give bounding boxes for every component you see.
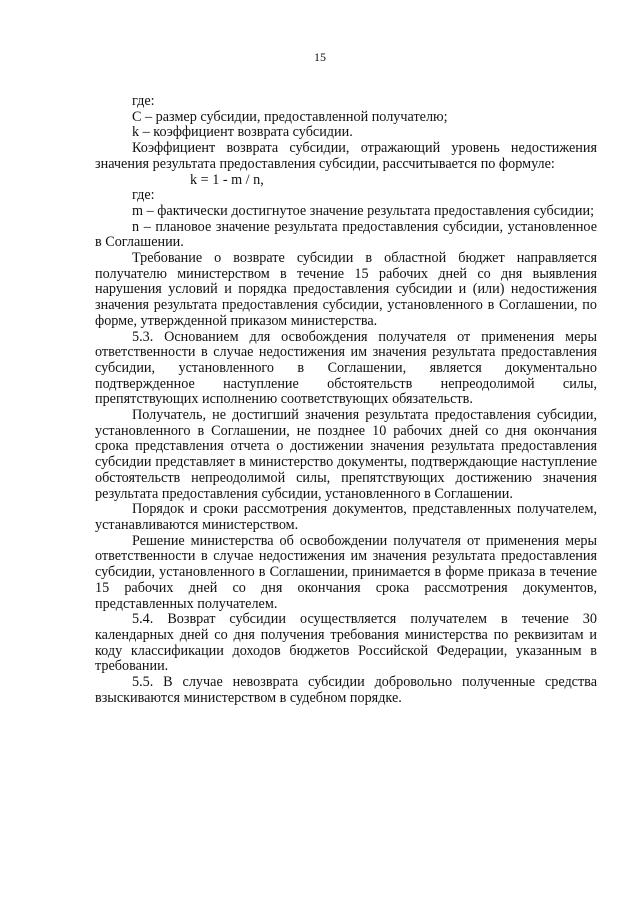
paragraph-c-definition: С – размер субсидии, предоставленной получателю; <box>132 108 448 125</box>
paragraph-n-definition: n – плановое значение результата предоставления субсидии, установленное в Соглашении. <box>95 218 597 251</box>
paragraph-refund-requirement: Требование о возврате субсидии в областной бюджет направляется получателю министерством в течение 15 рабочих дней со дня выявления нарушения условий и порядка предоставления субсидии и (или) недостижения значения результата предоставления субсидии, установленного в Соглашении, по форме, утвержденной приказом министерства. <box>95 250 597 329</box>
paragraph-m-definition: m – фактически достигнутое значение результата предоставления субсидии; <box>132 202 595 219</box>
paragraph-ministry-decision: Решение министерства об освобождении получателя от применения меры ответственности в случае недостижения им значения результата предоставления субсидии, установленного в Соглашении, принимается в форме приказа в течение 15 рабочих дней со дня окончания срока рассмотрения документов, представленных получателем. <box>95 532 597 612</box>
paragraph-k-definition: k – коэффициент возврата субсидии. <box>132 124 353 141</box>
document-body <box>95 94 597 706</box>
paragraph-coefficient-description: Коэффициент возврата субсидии, отражающий уровень недостижения значения результата предоставления субсидии, рассчитывается по формуле: <box>95 140 597 172</box>
paragraph-recipient-documents: Получатель, не достигший значения результата предоставления субсидии, установленного в Соглашении, не позднее 10 рабочих дней со дня окончания срока представления отчета о достижении значения результата предоставления субсидии представляет в министерство документы, подтверждающие наступление обстоятельств непреодолимой силы, препятствующих достижению значения результата предоставления субсидии, установленного в Соглашении. <box>95 407 597 502</box>
paragraph-review-procedure: Порядок и сроки рассмотрения документов, представленных получателем, устанавливаются министерством. <box>95 501 597 533</box>
paragraph-where-2: где: <box>132 187 155 204</box>
paragraph-where-1: где: <box>132 93 155 109</box>
paragraph-5-3: 5.3. Основанием для освобождения получателя от применения меры ответственности в случае недостижения им значения результата предоставления субсидии, установленного в Соглашении, является документально подтвержденное наступление обстоятельств непреодолимой силы, препятствующих исполнению соответствующих обязательств. <box>95 328 597 408</box>
paragraph-5-5: 5.5. В случае невозврата субсидии добровольно полученные средства взыскиваются министерством в судебном порядке. <box>95 674 597 706</box>
page-number: 15 <box>314 50 326 64</box>
paragraph-5-4: 5.4. Возврат субсидии осуществляется получателем в течение 30 календарных дней со дня получения требования министерства по реквизитам и коду классификации доходов бюджетов Российской Федерации, указанным в требовании. <box>95 611 597 675</box>
formula: k = 1 - m / n, <box>190 171 264 188</box>
